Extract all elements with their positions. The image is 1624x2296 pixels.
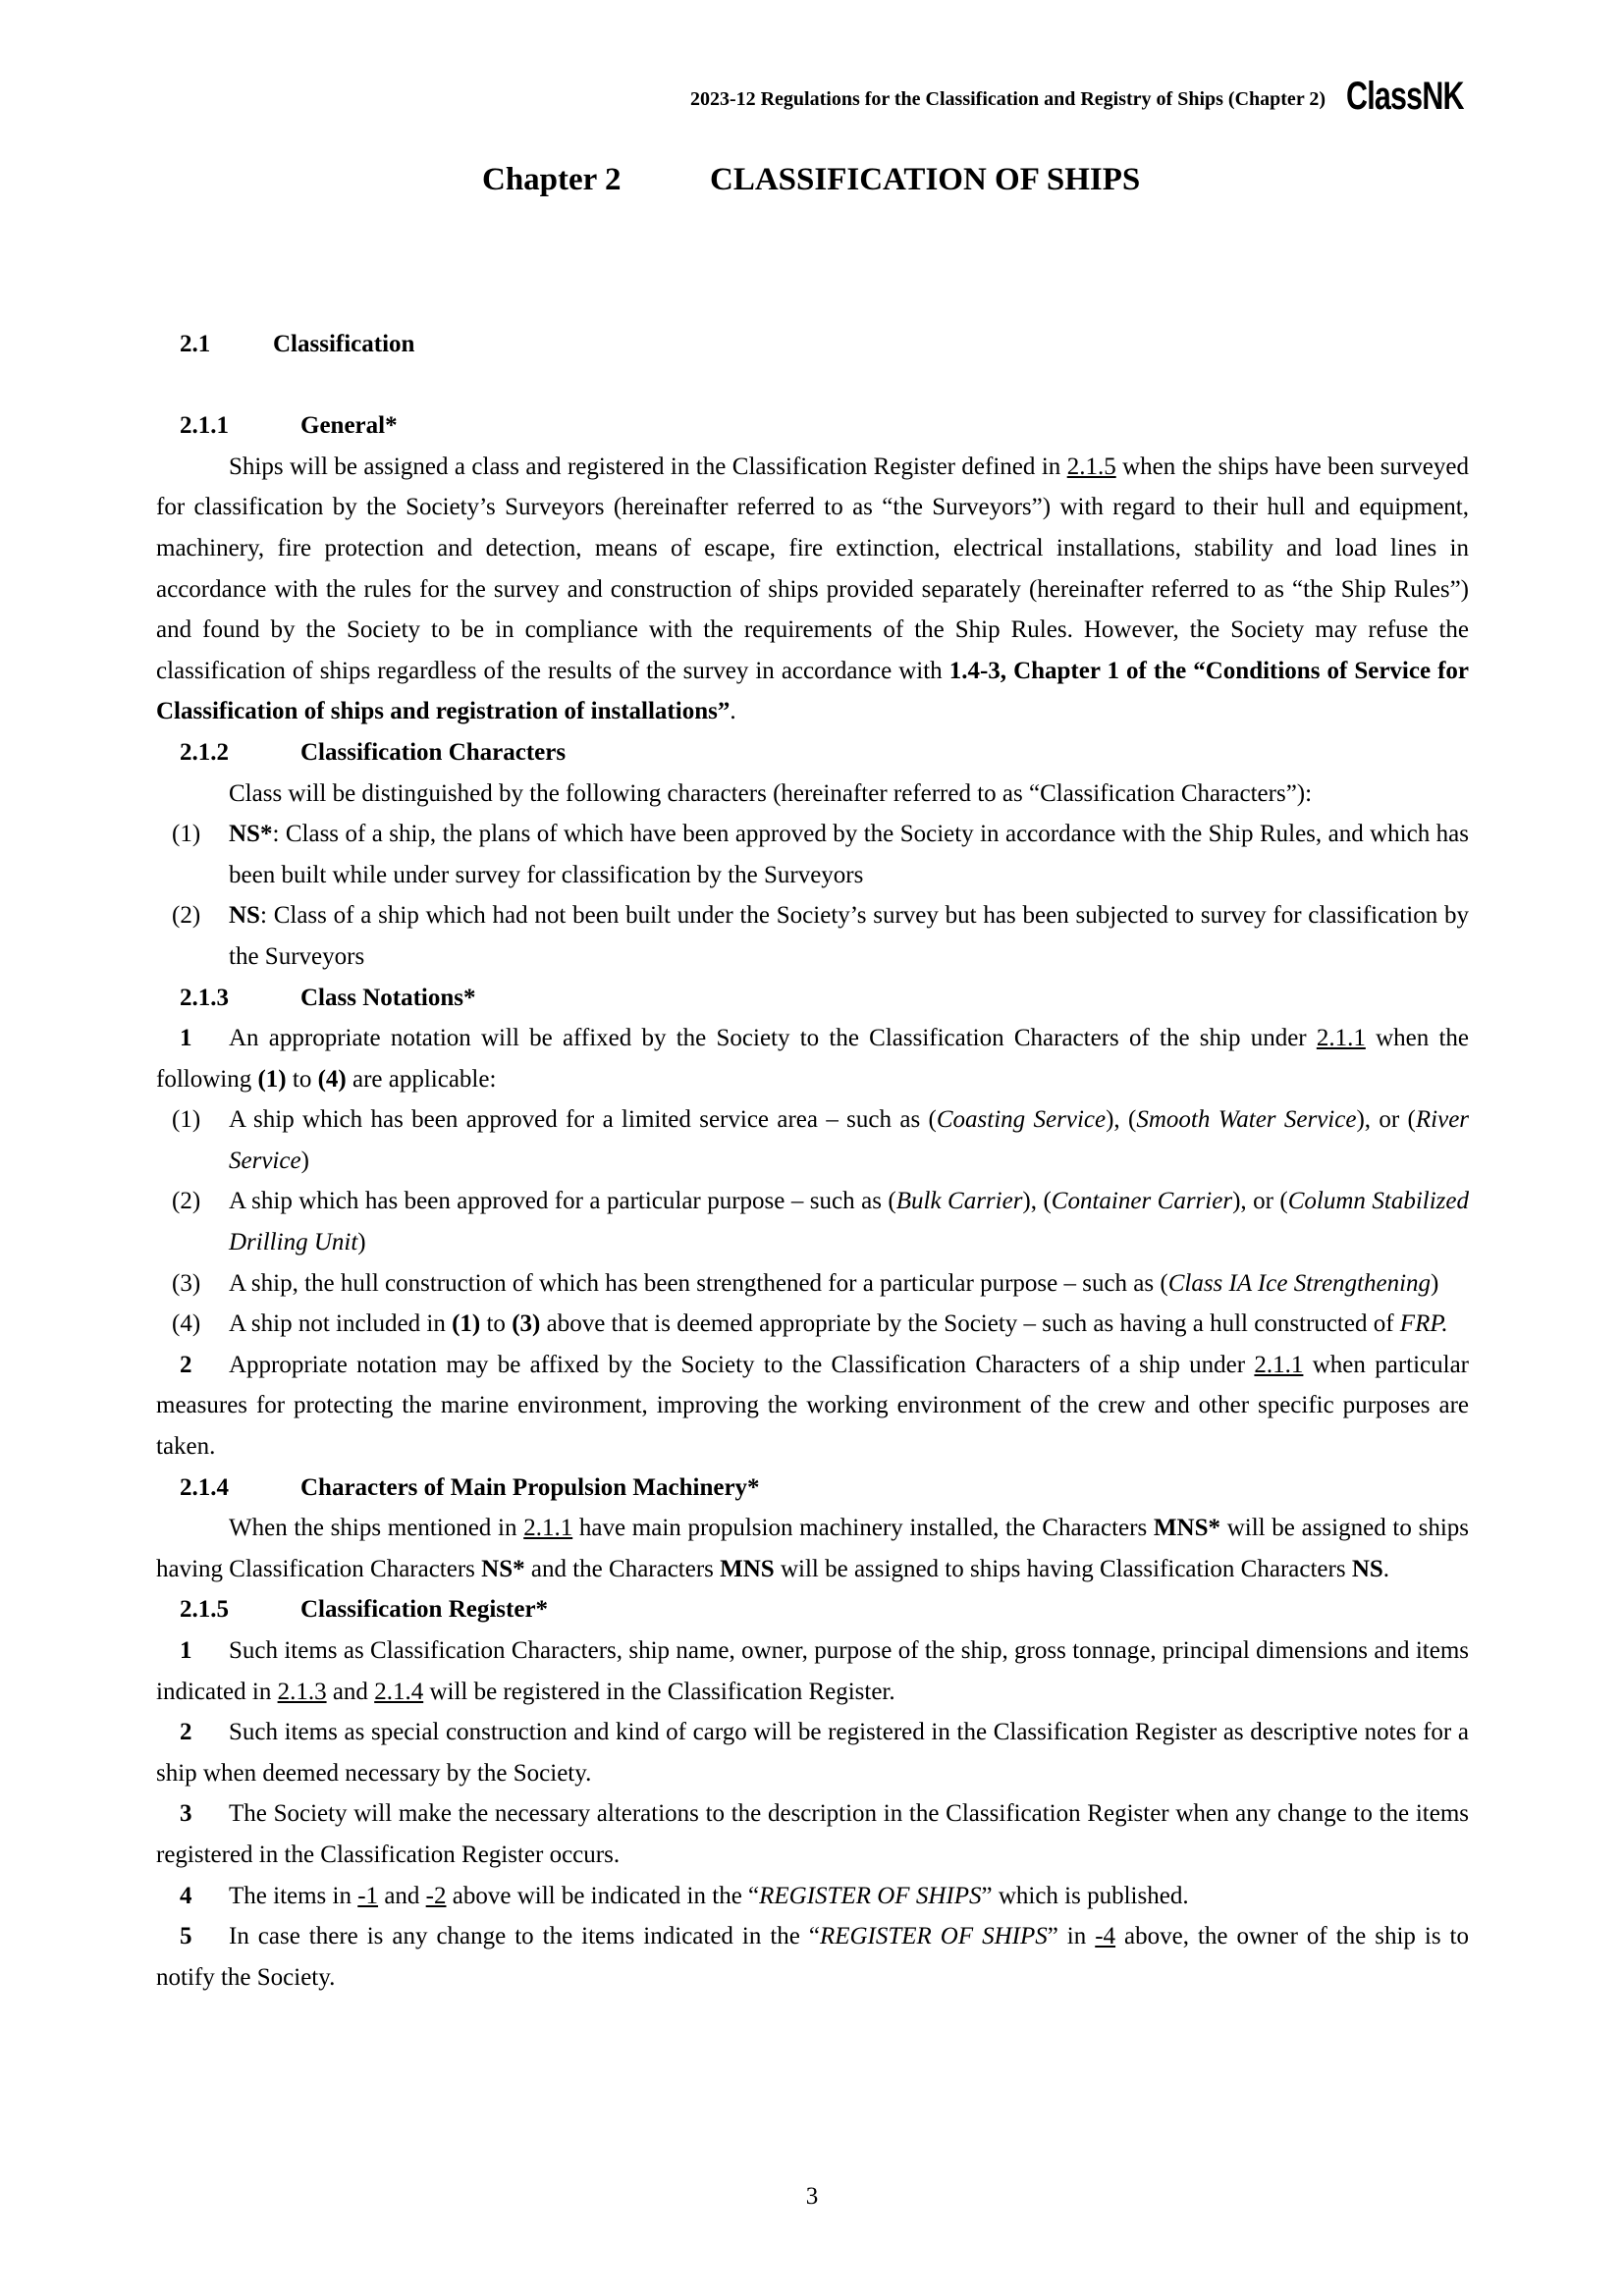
text-run: Appropriate notation may be affixed by the Society to the Classification Characters of a ship under: [229, 1351, 1255, 1378]
list-item: [156, 1304, 1469, 1345]
text-run: will be assigned to ships having Classification Characters: [156, 1515, 1469, 1582]
text-run: Ships will be assigned a class and registered in the Classification Register defined in: [229, 453, 1067, 480]
section-number: 2.1: [180, 331, 211, 357]
text-run: A ship which has been approved for a limited service area – such as (: [229, 1106, 937, 1134]
italic-text: Smooth Water Service: [1136, 1106, 1357, 1134]
text-run: ), or (: [1232, 1188, 1288, 1215]
text-run: and: [378, 1882, 426, 1909]
list-item: [156, 1181, 1469, 1262]
item-label: (3): [172, 1269, 201, 1297]
subsection-heading-2-1-3: [156, 978, 1469, 1019]
subsection-number: 2.1.2: [180, 738, 229, 766]
document-body: [156, 324, 1469, 1998]
text-run: ): [300, 1147, 309, 1174]
section-title: Classification: [273, 331, 415, 357]
bold-text: (4): [317, 1065, 347, 1093]
text-run: above, the owner of the ship is to notify the Society.: [156, 1923, 1469, 1991]
item-label: (2): [172, 1188, 201, 1215]
text-run: to: [286, 1065, 318, 1093]
numbered-paragraph: [156, 1793, 1469, 1875]
bold-text: 1.4-3, Chapter 1 of the “Conditions of Service for Classification of ships and registration of installations”: [156, 657, 1469, 725]
xref-link[interactable]: -1: [357, 1882, 379, 1909]
body-paragraph: Class will be distinguished by the following characters (hereinafter referred to as “Classification Characters”):: [229, 779, 1313, 807]
bold-text: (3): [512, 1310, 541, 1338]
numbered-paragraph: [156, 1018, 1469, 1099]
xref-link[interactable]: -2: [425, 1882, 447, 1909]
subsection-number: 2.1.4: [180, 1473, 229, 1501]
chapter-number: Chapter 2: [482, 162, 622, 197]
classnk-logo: ClassNK: [1346, 75, 1464, 118]
italic-text: Coasting Service: [936, 1106, 1107, 1134]
subsection-title: General*: [300, 412, 398, 440]
italic-text: Bulk Carrier: [895, 1188, 1023, 1215]
item-label: (1): [172, 821, 201, 848]
item-label: (2): [172, 902, 201, 930]
text-run: The items in: [229, 1882, 358, 1909]
text-run: and: [326, 1678, 375, 1705]
numbered-paragraph: [156, 1876, 1469, 1917]
text-run: ): [357, 1229, 366, 1256]
item-label: (1): [172, 1106, 201, 1134]
running-title: 2023-12 Regulations for the Classification and Registry of Ships (Chapter 2): [689, 88, 1326, 110]
text-run: The Society will make the necessary alterations to the description in the Classification Register when any change to the items registered in the Classification Register occurs.: [156, 1800, 1469, 1868]
xref-link[interactable]: 2.1.1: [1316, 1025, 1366, 1052]
text-run: when the following: [156, 1025, 1469, 1093]
paragraph-number: 1: [180, 1637, 192, 1664]
bold-text: NS: [1351, 1555, 1383, 1582]
subsection-title: Class Notations*: [300, 984, 476, 1011]
xref-link[interactable]: 2.1.3: [277, 1678, 327, 1705]
text-run: An appropriate notation will be affixed by the Society to the Classification Characters of the ship under: [229, 1025, 1317, 1052]
text-run: are applicable:: [346, 1065, 497, 1093]
page-number: 3: [805, 2183, 819, 2210]
paragraph-number: 3: [180, 1800, 192, 1828]
numbered-paragraph: [156, 1345, 1469, 1468]
text-run: when the ships have been surveyed for classification by the Society’s Surveyors (hereinafter referred to as “the Surveyors”) with regard to their hull and equipment, machinery, fire protection and detection, means of escape, fire extinction, electrical installations, stability and load lines in accordance with the rules for the survey and construction of ships provided separately (hereinafter referred to as “the Ship Rules”) and found by the Society to be in compliance with the requirements of the Ship Rules. However, the Society may refuse the classification of ships regardless of the results of the survey in accordance with: [156, 453, 1469, 684]
text-run: A ship not included in: [229, 1310, 453, 1338]
subsection-number: 2.1.1: [180, 412, 229, 440]
text-run: In case there is any change to the items indicated in the “: [229, 1923, 820, 1950]
paragraph-number: 5: [180, 1923, 192, 1950]
section-heading: [156, 324, 1469, 365]
text-run: ), or (: [1356, 1106, 1416, 1134]
bold-text: NS*: [481, 1555, 525, 1582]
paragraph-number: 4: [180, 1882, 192, 1909]
text-run: When the ships mentioned in: [229, 1515, 524, 1542]
text-run: ” in: [1047, 1923, 1096, 1950]
list-item: [156, 1263, 1469, 1305]
text-run: ), (: [1106, 1106, 1137, 1134]
subsection-heading-2-1-5: [156, 1589, 1469, 1630]
paragraph-number: 2: [180, 1719, 192, 1746]
text-run: will be registered in the Classification Register.: [423, 1678, 895, 1705]
bold-text: MNS*: [1153, 1515, 1220, 1542]
xref-link[interactable]: 2.1.4: [374, 1678, 424, 1705]
numbered-paragraph: [156, 1712, 1469, 1793]
text-run: : Class of a ship, the plans of which have been approved by the Society in accordance with the Ship Rules, and which has been built while under survey for classification by the Surveyors: [229, 821, 1469, 888]
text-run: A ship, the hull construction of which has been strengthened for a particular purpose – such as (: [229, 1269, 1168, 1297]
list-item: [156, 895, 1469, 977]
italic-text: Column Stabilized Drilling Unit: [229, 1188, 1469, 1256]
subsection-heading-2-1-4: [156, 1468, 1469, 1509]
text-run: when particular measures for protecting the marine environment, improving the working environment of the crew and other specific purposes are taken.: [156, 1351, 1469, 1461]
text-run: ): [1431, 1269, 1439, 1297]
body-paragraph: [156, 447, 1469, 732]
spacer: [156, 365, 1469, 406]
italic-text: Class IA Ice Strengthening: [1167, 1269, 1432, 1297]
xref-link[interactable]: 2.1.1: [1254, 1351, 1304, 1378]
bold-text: (1): [257, 1065, 287, 1093]
bold-text: NS: [229, 902, 260, 930]
xref-link[interactable]: -4: [1095, 1923, 1116, 1950]
list-item: [156, 1099, 1469, 1181]
text-run: ), (: [1022, 1188, 1052, 1215]
text-run: : Class of a ship which had not been built under the Society’s survey but has been subjected to survey for classification by the Surveyors: [229, 902, 1469, 970]
text-run: and the Characters: [524, 1555, 721, 1582]
text-run: to: [480, 1310, 513, 1338]
xref-link[interactable]: 2.1.5: [1066, 453, 1116, 480]
italic-text: Container Carrier: [1051, 1188, 1233, 1215]
body-paragraph: [156, 1508, 1469, 1589]
text-run: above will be indicated in the “: [446, 1882, 760, 1909]
item-label: (4): [172, 1310, 201, 1338]
subsection-title: Characters of Main Propulsion Machinery*: [300, 1473, 760, 1501]
text-run: .: [1382, 1555, 1390, 1582]
italic-text: FRP.: [1399, 1310, 1448, 1338]
italic-text: REGISTER OF SHIPS: [819, 1923, 1048, 1950]
text-run: Such items as special construction and kind of cargo will be registered in the Classification Register as descriptive notes for a ship when deemed necessary by the Society.: [156, 1719, 1469, 1787]
text-run: Such items as Classification Characters, ship name, owner, purpose of the ship, gross tonnage, principal dimensions and items indicated in: [156, 1637, 1469, 1705]
text-run: will be assigned to ships having Classification Characters: [774, 1555, 1352, 1582]
subsection-number: 2.1.3: [180, 984, 229, 1011]
italic-text: River Service: [229, 1106, 1470, 1174]
xref-link[interactable]: 2.1.1: [523, 1515, 573, 1542]
italic-text: REGISTER OF SHIPS: [759, 1882, 982, 1909]
text-run: ” which is published.: [981, 1882, 1189, 1909]
paragraph-number: 1: [180, 1025, 192, 1052]
bold-text: NS*: [229, 821, 273, 848]
text-run: A ship which has been approved for a particular purpose – such as (: [229, 1188, 896, 1215]
bold-text: (1): [452, 1310, 481, 1338]
text-run: have main propulsion machinery installed, the Characters: [572, 1515, 1154, 1542]
subsection-heading-2-1-2: [156, 732, 1469, 774]
subsection-heading-2-1-1: [156, 405, 1469, 447]
bold-text: MNS: [720, 1555, 775, 1582]
numbered-paragraph: [156, 1630, 1469, 1712]
text-run: above that is deemed appropriate by the Society – such as having a hull constructed of: [540, 1310, 1400, 1338]
numbered-paragraph: [156, 1916, 1469, 1998]
list-item: [156, 814, 1469, 895]
text-run: .: [730, 698, 736, 725]
chapter-title: CLASSIFICATION OF SHIPS: [710, 162, 1141, 197]
subsection-title: Classification Characters: [300, 738, 567, 766]
subsection-number: 2.1.5: [180, 1596, 229, 1624]
paragraph-number: 2: [180, 1351, 192, 1378]
subsection-title: Classification Register*: [300, 1596, 549, 1624]
